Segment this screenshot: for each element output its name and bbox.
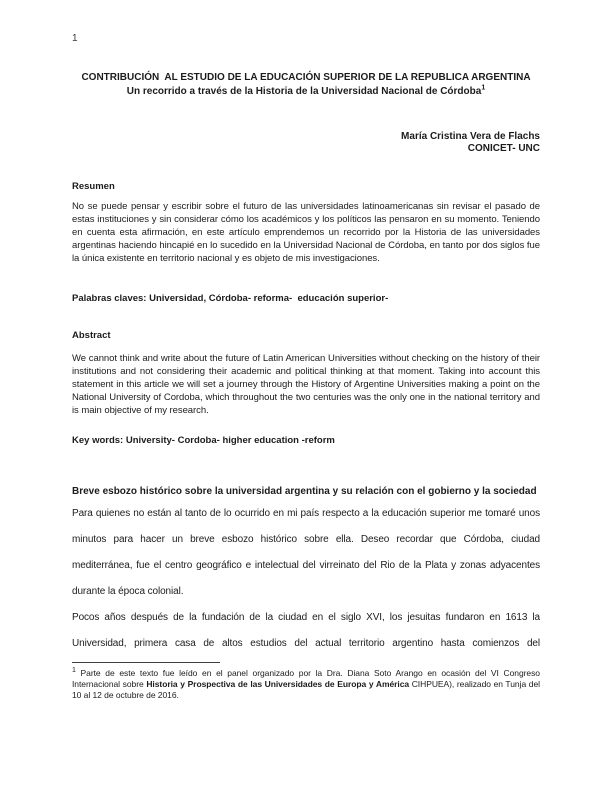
resumen-heading: Resumen bbox=[72, 181, 115, 192]
page-number: 1 bbox=[72, 33, 78, 44]
footnote-area bbox=[72, 662, 543, 701]
title-block bbox=[72, 71, 540, 99]
article-subtitle bbox=[72, 85, 540, 99]
palabras-claves: Palabras claves: Universidad, Córdoba- reforma- educación superior- bbox=[72, 293, 389, 304]
footnote-text-after-bold: CIHPUEA), realizado en Tunja del 10 al 12 de octubre de 2016. bbox=[72, 679, 543, 700]
abstract-heading: Abstract bbox=[72, 330, 111, 341]
author-name: María Cristina Vera de Flachs bbox=[401, 131, 540, 142]
article-title: CONTRIBUCIÓN AL ESTUDIO DE LA EDUCACIÓN SUPERIOR DE LA REPUBLICA ARGENTINA bbox=[81, 72, 531, 83]
article-subtitle-text: Un recorrido a través de la Historia de la Universidad Nacional de Córdoba bbox=[126, 86, 482, 97]
footnote-bold-text: Historia y Prospectiva de las Universidades de Europa y América bbox=[146, 679, 410, 689]
footnote bbox=[72, 667, 543, 701]
abstract-body: We cannot think and write about the future of Latin American Universities without checking on the history of their institutions and not considering their academic and political thinking at that moment. Taking into account this statement in this article we will set a journey through the History of Argentine Universities making a point on the National University of Cordoba, which throughout the two centuries was the only one in the national territory and is main objective of my research. bbox=[72, 353, 540, 416]
footnote-text-before-bold: Parte de este texto fue leído en el panel organizado por la Dra. Diana Soto Arango en ocasión del VI Congreso Internacional sobre bbox=[72, 668, 543, 689]
subtitle-footnote-ref: 1 bbox=[481, 84, 486, 92]
body-paragraph-1: Para quienes no están al tanto de lo ocurrido en mi país respecto a la educación superior me tomaré unos minutos para hacer un breve esbozo histórico sobre ella. Deseo recordar que Córdoba, ciudad mediterránea, fue el centro geográfico e intelectual del virreinato del Rio de la Plata y zonas adyacentes durante la época colonial. bbox=[72, 508, 540, 597]
section-heading: Breve esbozo histórico sobre la universidad argentina y su relación con el gobierno y la sociedad bbox=[72, 486, 537, 497]
body-paragraph-2: Pocos años después de la fundación de la ciudad en el siglo XVI, los jesuitas fundaron en 1613 la Universidad, primera casa de altos estudios del actual territorio argentino hasta comienzos del bbox=[72, 612, 540, 649]
footnote-separator bbox=[72, 662, 220, 663]
resumen-body: No se puede pensar y escribir sobre el futuro de las universidades latinoamericanas sin revisar el pasado de estas instituciones y sin considerar cómo los académicos y los políticos las pensaron en su momento. Teniendo en cuenta esta afirmación, en este artículo emprendemos un recorrido por la Historia de las universidades argentinas haciendo hincapié en lo sucedido en la Universidad Nacional de Córdoba, en tanto por dos siglos fue la única existente en territorio nacional y es objeto de mis investigaciones. bbox=[72, 201, 540, 264]
footnote-marker: 1 bbox=[72, 667, 76, 675]
key-words: Key words: University- Cordoba- higher education -reform bbox=[72, 435, 335, 446]
author-affiliation: CONICET- UNC bbox=[467, 143, 540, 154]
author-block bbox=[72, 131, 540, 155]
